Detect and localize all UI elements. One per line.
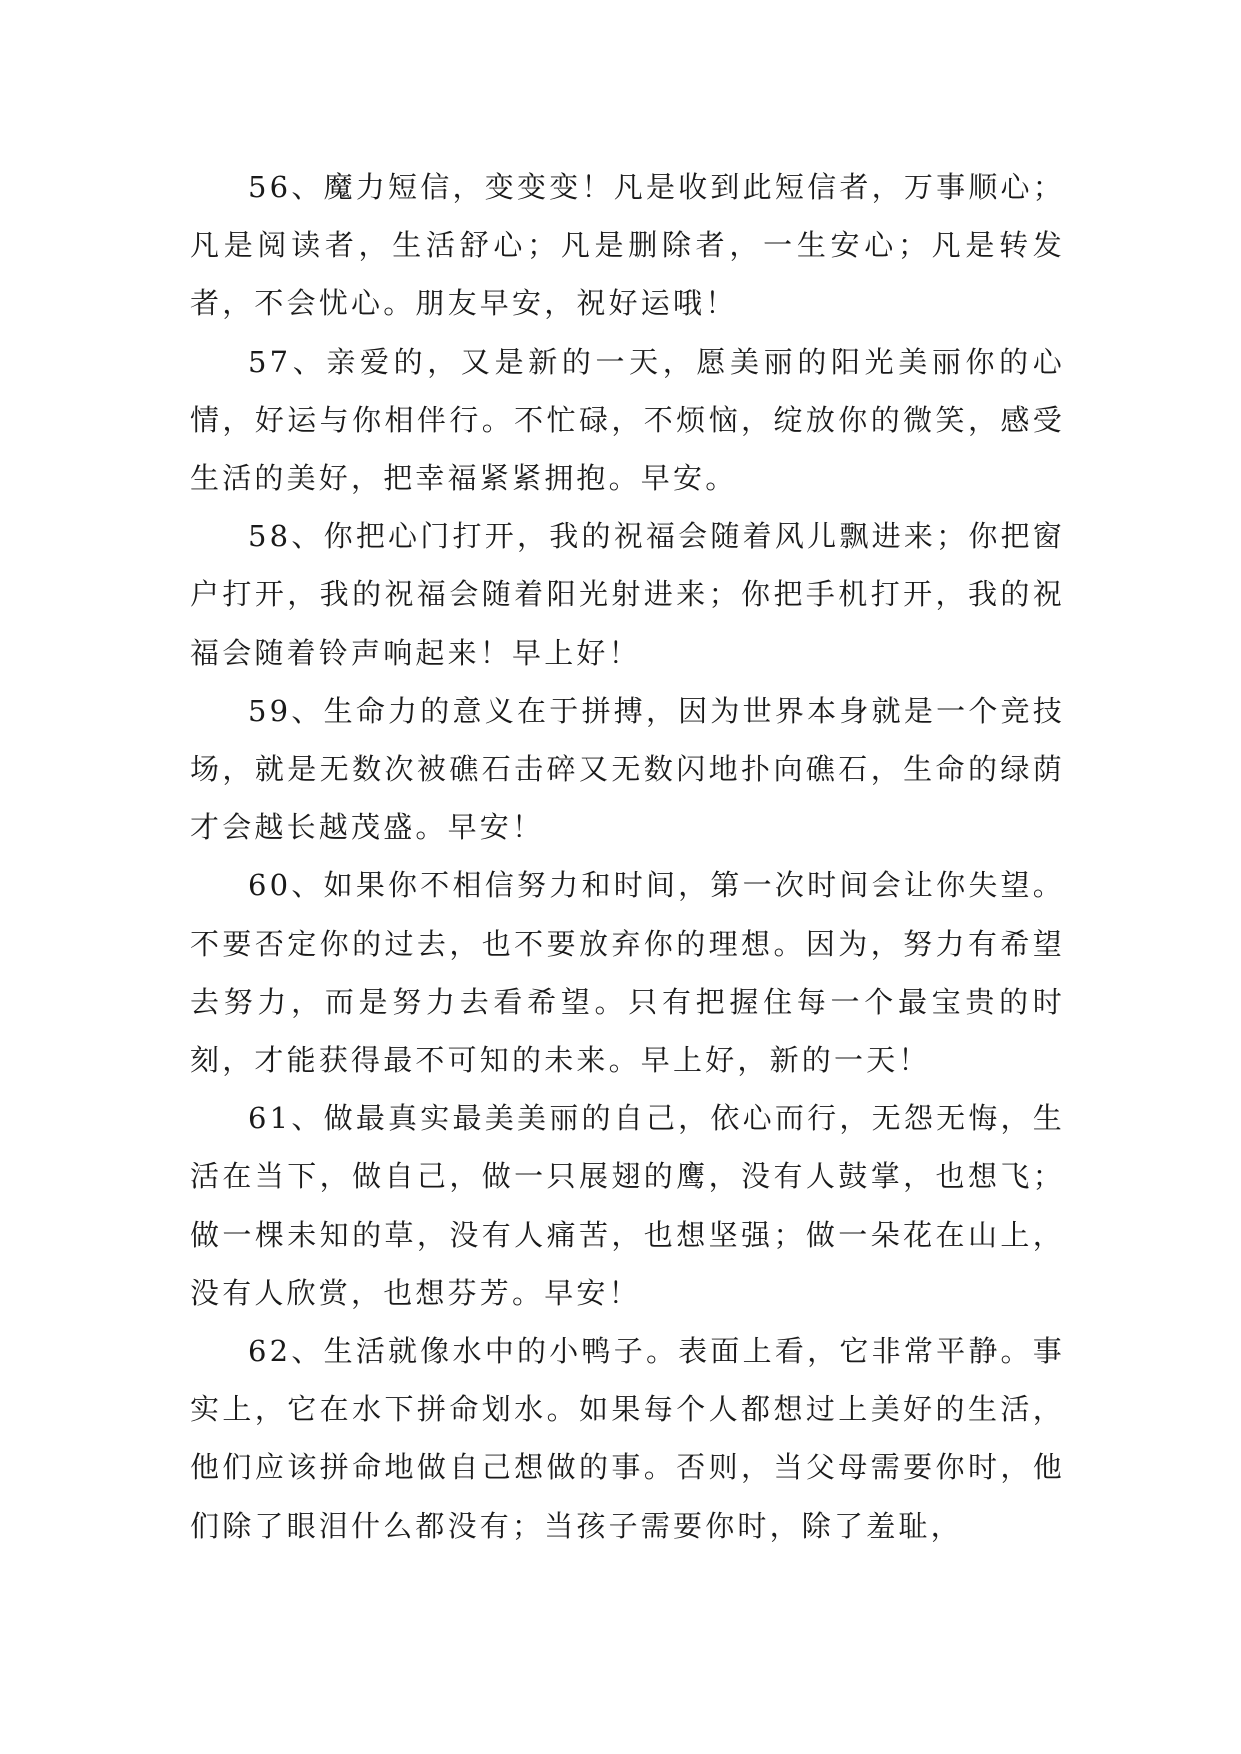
paragraph-60: 60、如果你不相信努力和时间，第一次时间会让你失望。不要否定你的过去，也不要放弃你的理想。因为，努力有希望去努力，而是努力去看希望。只有把握住每一个最宝贵的时刻，才能获得最不可知的未来。早上好，新的一天！ — [190, 868, 1065, 1078]
paragraph-57: 57、亲爱的，又是新的一天，愿美丽的阳光美丽你的心情，好运与你相伴行。不忙碌，不烦恼，绽放你的微笑，感受生活的美好，把幸福紧紧拥抱。早安。 — [190, 344, 1065, 496]
paragraph-58: 58、你把心门打开，我的祝福会随着风儿飘进来；你把窗户打开，我的祝福会随着阳光射进来；你把手机打开，我的祝福会随着铃声响起来！早上好！ — [190, 519, 1065, 670]
paragraph-61: 61、做最真实最美美丽的自己，依心而行，无怨无悔，生活在当下，做自己，做一只展翅的鹰，没有人鼓掌，也想飞；做一棵未知的草，没有人痛苦，也想坚强；做一朵花在山上，没有人欣赏，也想芬芳。早安！ — [190, 1101, 1065, 1310]
paragraph-62: 62、生活就像水中的小鸭子。表面上看，它非常平静。事实上，它在水下拼命划水。如果每个人都想过上美好的生活，他们应该拼命地做自己想做的事。否则，当父母需要你时，他们除了眼泪什么都没有；当孩子需要你时，除了羞耻， — [190, 1334, 1065, 1543]
paragraph-59: 59、生命力的意义在于拼搏，因为世界本身就是一个竞技场，就是无数次被礁石击碎又无数闪地扑向礁石，生命的绿荫才会越长越茂盛。早安！ — [190, 693, 1065, 845]
document-body — [190, 158, 1065, 1555]
paragraph-56: 56、魔力短信，变变变！凡是收到此短信者，万事顺心；凡是阅读者，生活舒心；凡是删除者，一生安心；凡是转发者，不会忧心。朋友早安，祝好运哦！ — [190, 170, 1065, 321]
